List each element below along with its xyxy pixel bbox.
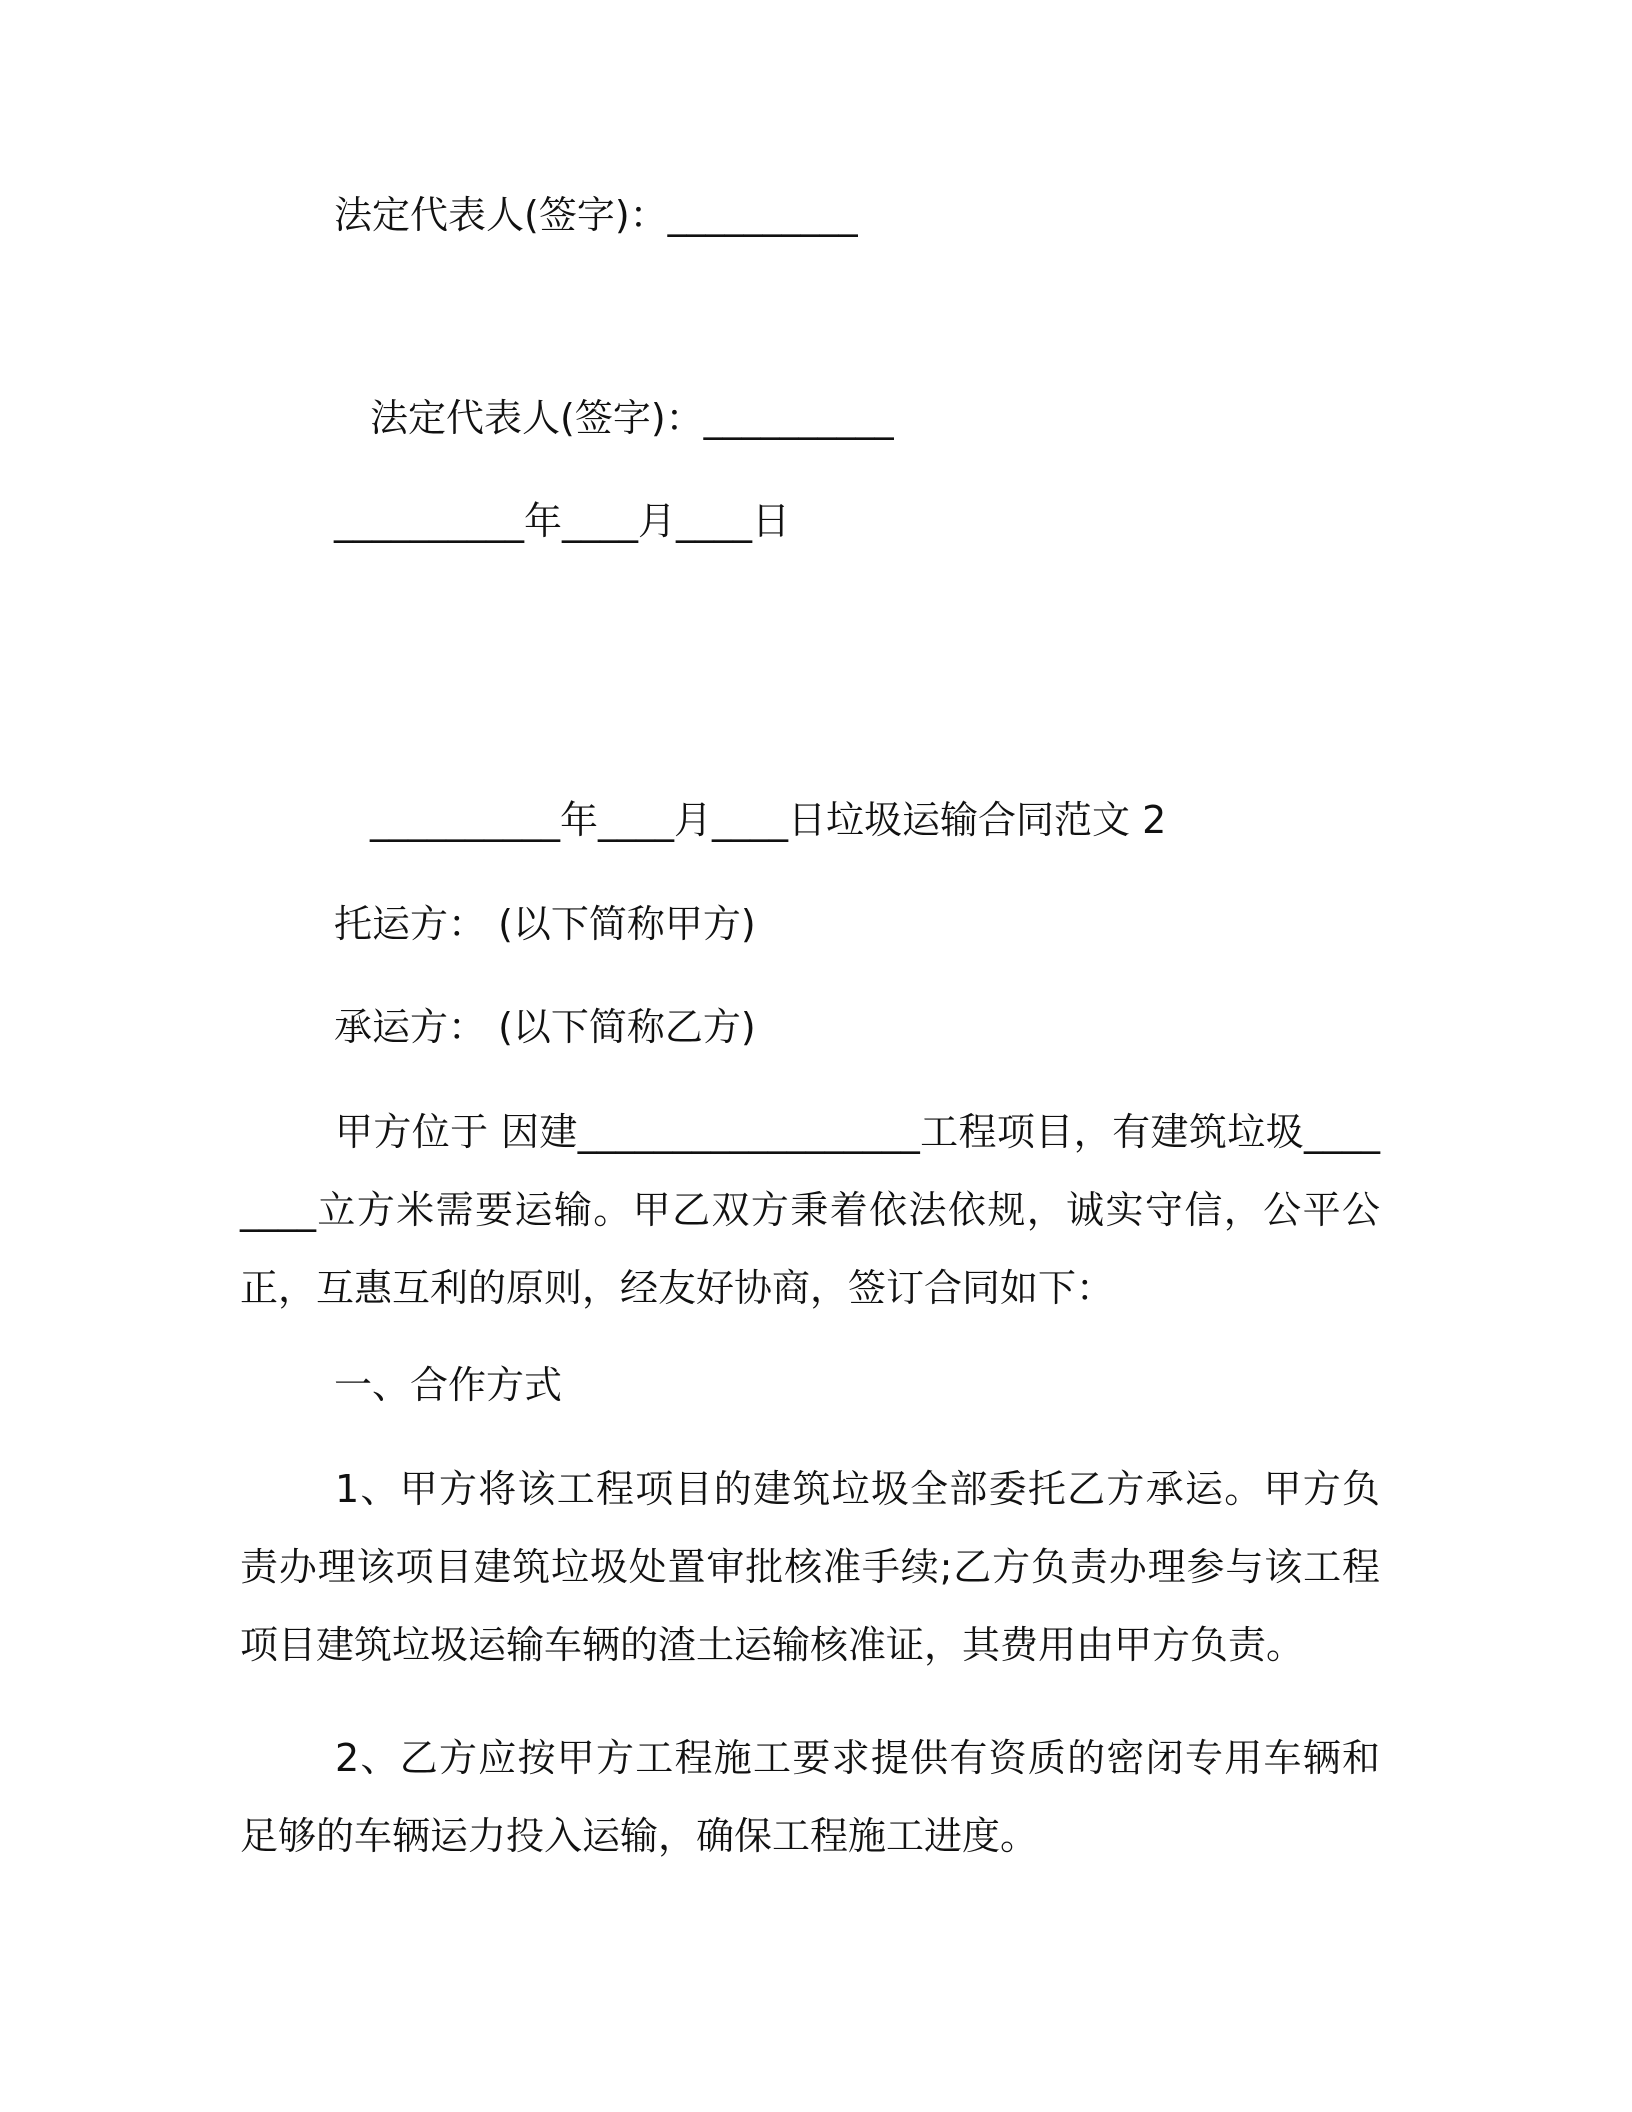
representative-signature-line-2: 法定代表人(签字)：__________ bbox=[370, 396, 894, 440]
shipper-line: 托运方： (以下简称甲方) bbox=[334, 902, 756, 946]
signature-date-line: __________年____月____日 bbox=[334, 499, 791, 543]
clause-2-paragraph: 2、乙方应按甲方工程施工要求提供有资质的密闭专用车辆和足够的车辆运力投入运输，确保工程施工进度。 bbox=[240, 1736, 1380, 1858]
intro-paragraph: 甲方位于 因建__________________工程项目，有建筑垃圾________立方米需要运输。甲乙双方秉着依法依规，诚实守信，公平公正，互惠互利的原则，经友好协商，签订合同如下： bbox=[240, 1110, 1380, 1310]
document-title: __________年____月____日垃圾运输合同范文 2 bbox=[370, 798, 1167, 842]
representative-signature-line-1: 法定代表人(签字)：__________ bbox=[334, 193, 858, 237]
clause-1-paragraph: 1、甲方将该工程项目的建筑垃圾全部委托乙方承运。甲方负责办理该项目建筑垃圾处置审批核准手续;乙方负责办理参与该工程项目建筑垃圾运输车辆的渣土运输核准证，其费用由甲方负责。 bbox=[240, 1467, 1380, 1667]
section-1-heading: 一、合作方式 bbox=[334, 1363, 563, 1407]
carrier-line: 承运方： (以下简称乙方) bbox=[334, 1005, 756, 1049]
